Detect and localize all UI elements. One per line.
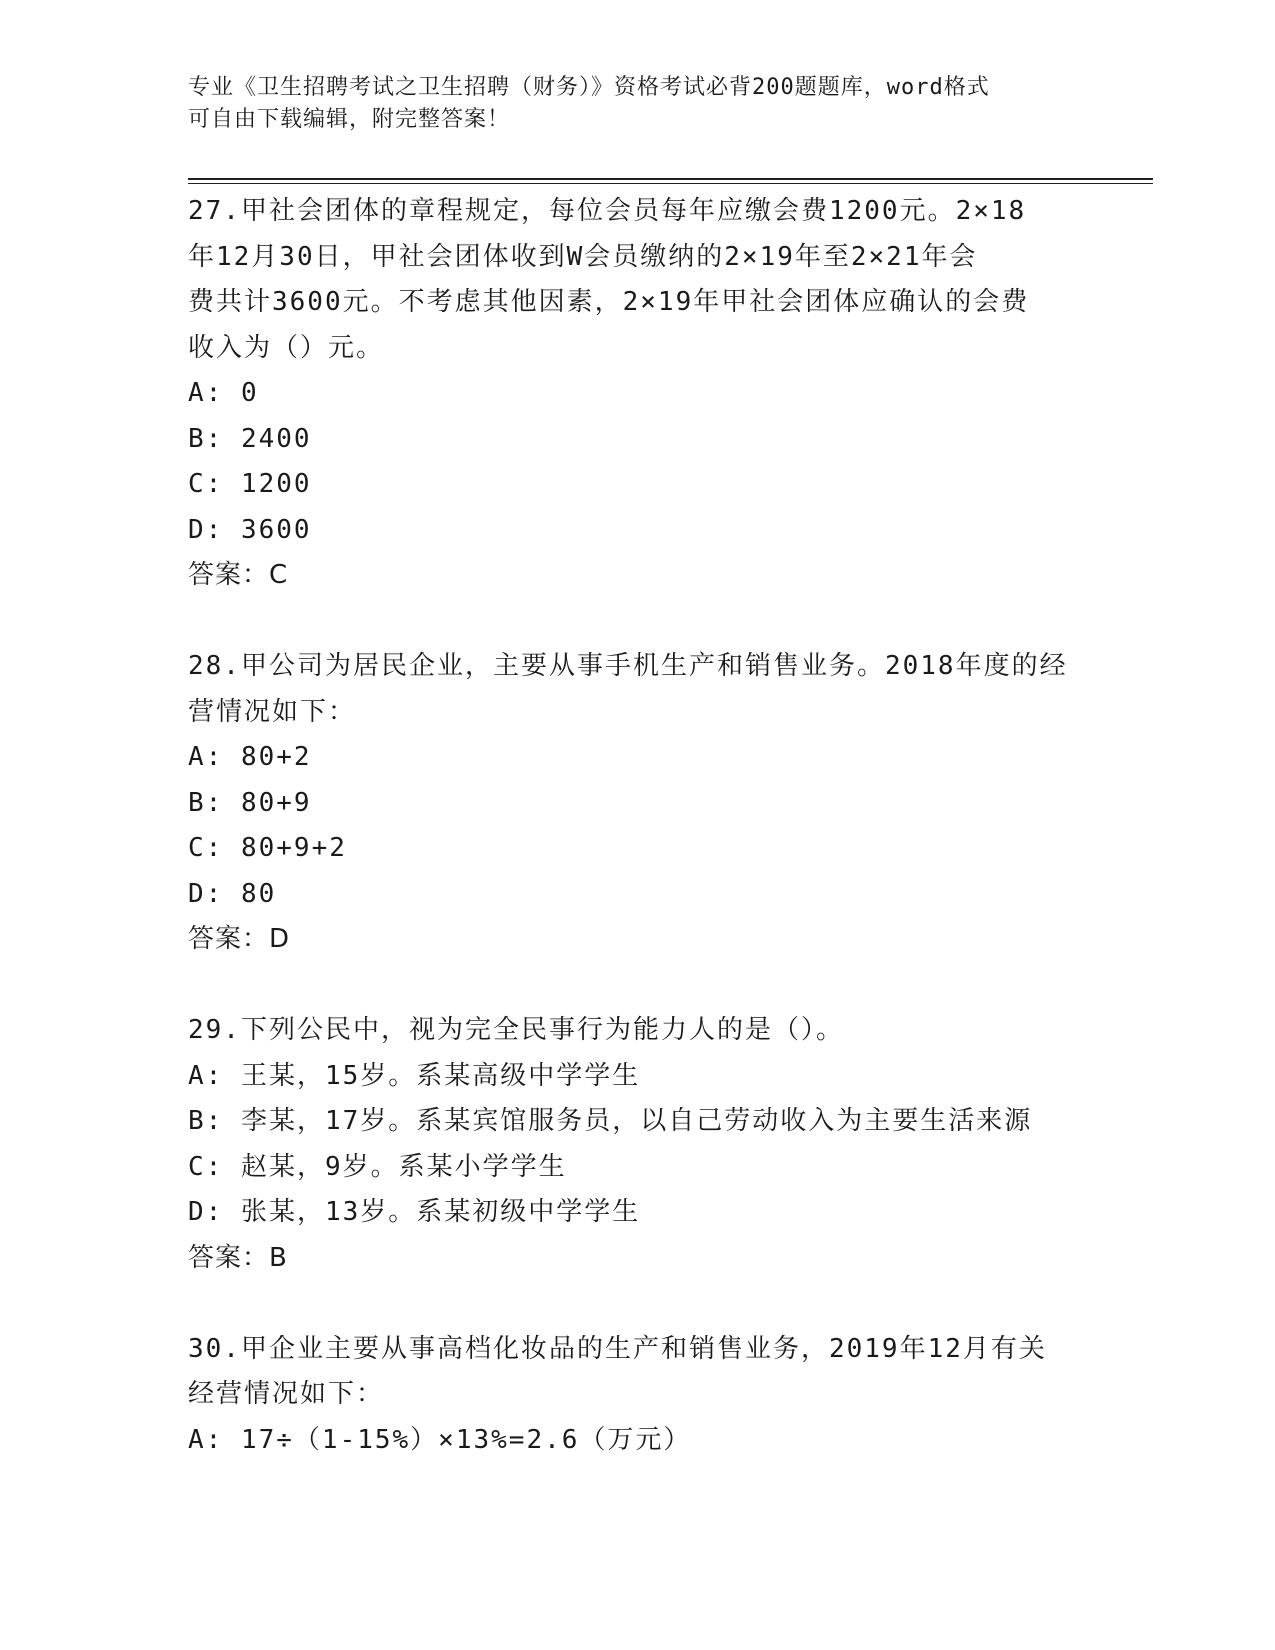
question-stem-line: 经营情况如下：: [188, 1379, 385, 1409]
option-d: D: 80: [188, 878, 277, 909]
question-30: [188, 1327, 1088, 1464]
question-stem-line: 27.甲社会团体的章程规定，每位会员每年应缴会费1200元。2×18: [188, 196, 1027, 226]
option-a: A: 0: [188, 378, 259, 408]
header-rule-thin: [188, 183, 1153, 184]
question-stem-line: 年12月30日，甲社会团体收到W会员缴纳的2×19年至2×21年会: [188, 241, 978, 272]
option-c: C: 1200: [188, 469, 312, 499]
answer-line: 答案：B: [188, 1242, 288, 1273]
spacer: [188, 1281, 1088, 1327]
answer-line: 答案：D: [188, 924, 291, 954]
question-stem-line: 30.甲企业主要从事高档化妆品的生产和销售业务，2019年12月有关: [188, 1333, 1047, 1364]
question-27: [188, 189, 1088, 599]
option-b: B: 李某，17岁。系某宾馆服务员，以自己劳动收入为主要生活来源: [188, 1106, 1033, 1136]
option-b: B: 2400: [188, 423, 312, 454]
option-a: A: 80+2: [188, 742, 312, 772]
header-line-1: 专业《卫生招聘考试之卫生招聘（财务）》资格考试必背200题题库，word格式: [188, 75, 990, 100]
option-a: A: 17÷（1-15%）×13%=2.6（万元）: [188, 1424, 692, 1455]
question-29: [188, 1008, 1088, 1281]
option-d: D: 张某，13岁。系某初级中学学生: [188, 1197, 641, 1227]
question-28: [188, 644, 1088, 963]
question-stem-line: 营情况如下：: [188, 696, 357, 727]
header-line-2: 可自由下载编辑，附完整答案！: [188, 107, 511, 132]
spacer: [188, 963, 1088, 1009]
question-stem-line: 29.下列公民中，视为完全民事行为能力人的是（）。: [188, 1015, 844, 1045]
question-stem-line: 费共计3600元。不考虑其他因素，2×19年甲社会团体应确认的会费: [188, 287, 1030, 317]
option-d: D: 3600: [188, 514, 312, 545]
header-rule-thick: [188, 178, 1153, 180]
question-stem-line: 28.甲公司为居民企业，主要从事手机生产和销售业务。2018年度的经: [188, 651, 1068, 681]
spacer: [188, 599, 1088, 645]
document-header: [188, 72, 1078, 136]
option-c: C: 80+9+2: [188, 833, 347, 863]
option-a: A: 王某，15岁。系某高级中学学生: [188, 1060, 641, 1091]
question-stem-line: 收入为（）元。: [188, 332, 385, 363]
question-list: [188, 189, 1088, 1463]
option-c: C: 赵某，9岁。系某小学学生: [188, 1151, 567, 1182]
answer-line: 答案：C: [188, 560, 289, 590]
option-b: B: 80+9: [188, 787, 312, 818]
